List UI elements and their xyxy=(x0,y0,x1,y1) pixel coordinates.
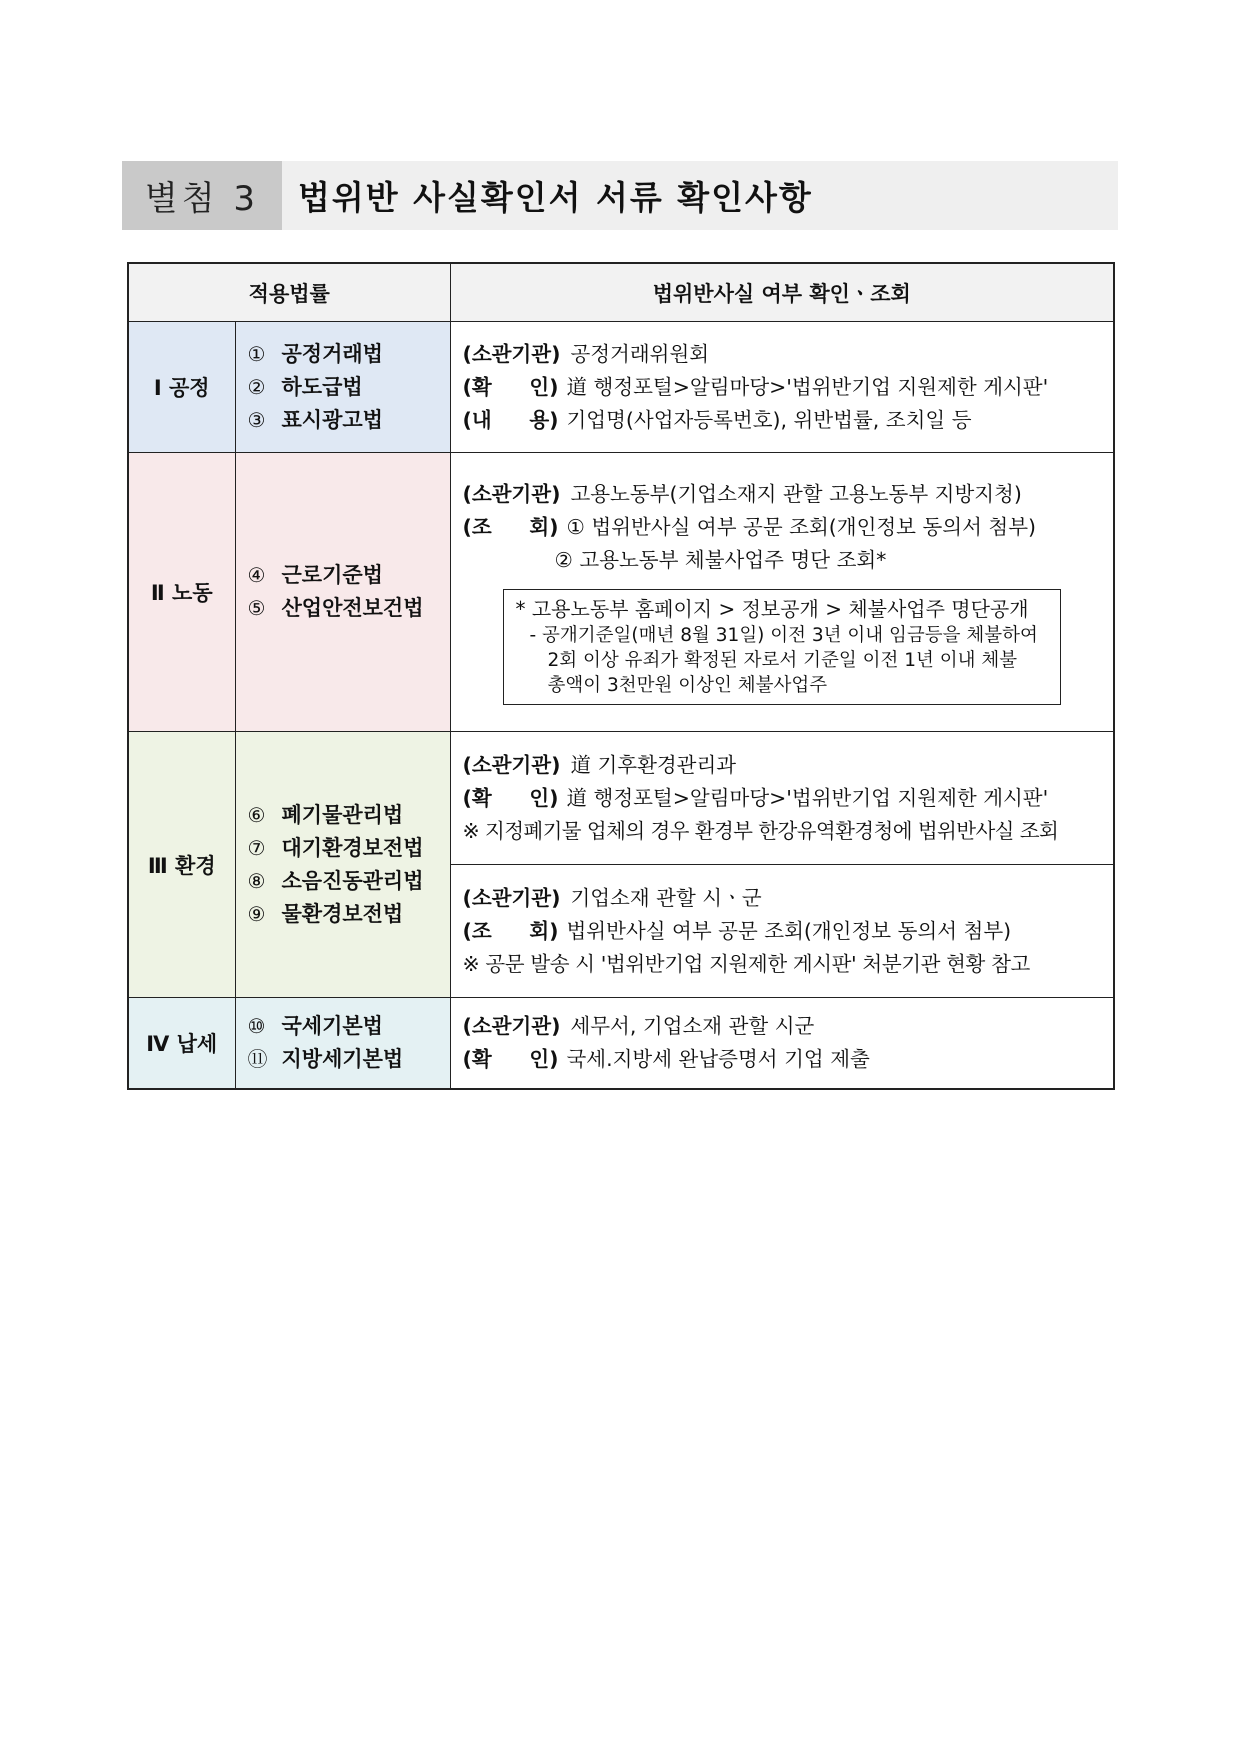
laws-labor xyxy=(235,453,450,732)
list-item: (소관기관) 공정거래위원회 xyxy=(462,341,710,366)
list-item: (확 인) 국세.지방세 완납증명서 기업 제출 xyxy=(462,1047,870,1071)
check-environment-city xyxy=(450,865,1114,998)
document-title-bar xyxy=(122,161,1118,230)
law-item: ② 하도급법 xyxy=(247,374,363,399)
list-item: ※ 공문 발송 시 '법위반기업 지원제한 게시판' 처분기관 현황 참고 xyxy=(462,951,1030,976)
delinquent-employer-note xyxy=(503,589,1062,705)
laws-fair-trade xyxy=(235,322,450,453)
table-row-labor xyxy=(128,453,1114,732)
list-item: (내 용) 기업명(사업자등록번호), 위반법률, 조치일 등 xyxy=(462,407,972,432)
law-item: ⑦ 대기환경보전법 xyxy=(247,835,424,860)
list-item: ※ 지정폐기물 업체의 경우 환경부 한강유역환경청에 법위반사실 조회 xyxy=(462,818,1059,843)
header-violation-check: 법위반사실 여부 확인ㆍ조회 xyxy=(450,263,1114,322)
check-fair-trade xyxy=(450,322,1114,453)
law-item: ③ 표시광고법 xyxy=(247,407,383,432)
check-environment-province xyxy=(450,732,1114,865)
law-item: ⑤ 산업안전보건법 xyxy=(247,596,424,620)
table-row-environment xyxy=(128,732,1114,865)
note-line: - 공개기준일(매년 8월 31일) 이전 3년 이내 임금등을 체불하여 xyxy=(529,624,1038,646)
list-item: ② 고용노동부 체불사업주 명단 조회* xyxy=(554,547,887,572)
check-tax xyxy=(450,998,1114,1090)
list-item: (조 회) ① 법위반사실 여부 공문 조회(개인정보 동의서 첨부) xyxy=(462,514,1037,539)
table-header-row xyxy=(128,263,1114,322)
list-item: (조 회) 법위반사실 여부 공문 조회(개인정보 동의서 첨부) xyxy=(462,918,1012,943)
list-item: (소관기관) 고용노동부(기업소재지 관할 고용노동부 지방지청) xyxy=(462,481,1022,506)
law-item: ① 공정거래법 xyxy=(247,341,383,366)
category-fair-trade: Ⅰ 공정 xyxy=(128,322,235,453)
document-title: 법위반 사실확인서 서류 확인사항 xyxy=(298,178,813,217)
list-item: (소관기관) 기업소재 관할 시ㆍ군 xyxy=(462,885,762,910)
attachment-label: 별첨 3 xyxy=(122,161,282,230)
table-row-tax xyxy=(128,998,1114,1090)
law-item: ⑨ 물환경보전법 xyxy=(247,901,404,926)
category-environment: Ⅲ 환경 xyxy=(128,732,235,998)
law-item: ④ 근로기준법 xyxy=(247,563,383,587)
check-labor xyxy=(450,453,1114,732)
note-line: 총액이 3천만원 이상인 체불사업주 xyxy=(547,674,828,696)
law-item: ⑩ 국세기본법 xyxy=(247,1014,383,1038)
note-title: * 고용노동부 홈페이지 > 정보공개 > 체불사업주 명단공개 xyxy=(515,596,1029,621)
verification-table xyxy=(127,262,1115,1090)
law-item: ⑧ 소음진동관리법 xyxy=(247,868,424,893)
table-row-fair-trade xyxy=(128,322,1114,453)
header-applicable-law: 적용법률 xyxy=(128,263,450,322)
note-line: 2회 이상 유죄가 확정된 자로서 기준일 이전 1년 이내 체불 xyxy=(547,649,1018,671)
law-item: ⑪ 지방세기본법 xyxy=(247,1047,404,1071)
law-item: ⑥ 폐기물관리법 xyxy=(247,802,404,827)
category-tax: Ⅳ 납세 xyxy=(128,998,235,1090)
list-item: (확 인) 道 행정포털>알림마당>'법위반기업 지원제한 게시판' xyxy=(462,374,1049,399)
list-item: (소관기관) 道 기후환경관리과 xyxy=(462,752,737,777)
laws-environment xyxy=(235,732,450,998)
laws-tax xyxy=(235,998,450,1090)
category-labor: Ⅱ 노동 xyxy=(128,453,235,732)
list-item: (확 인) 道 행정포털>알림마당>'법위반기업 지원제한 게시판' xyxy=(462,785,1049,810)
list-item: (소관기관) 세무서, 기업소재 관할 시군 xyxy=(462,1014,815,1038)
